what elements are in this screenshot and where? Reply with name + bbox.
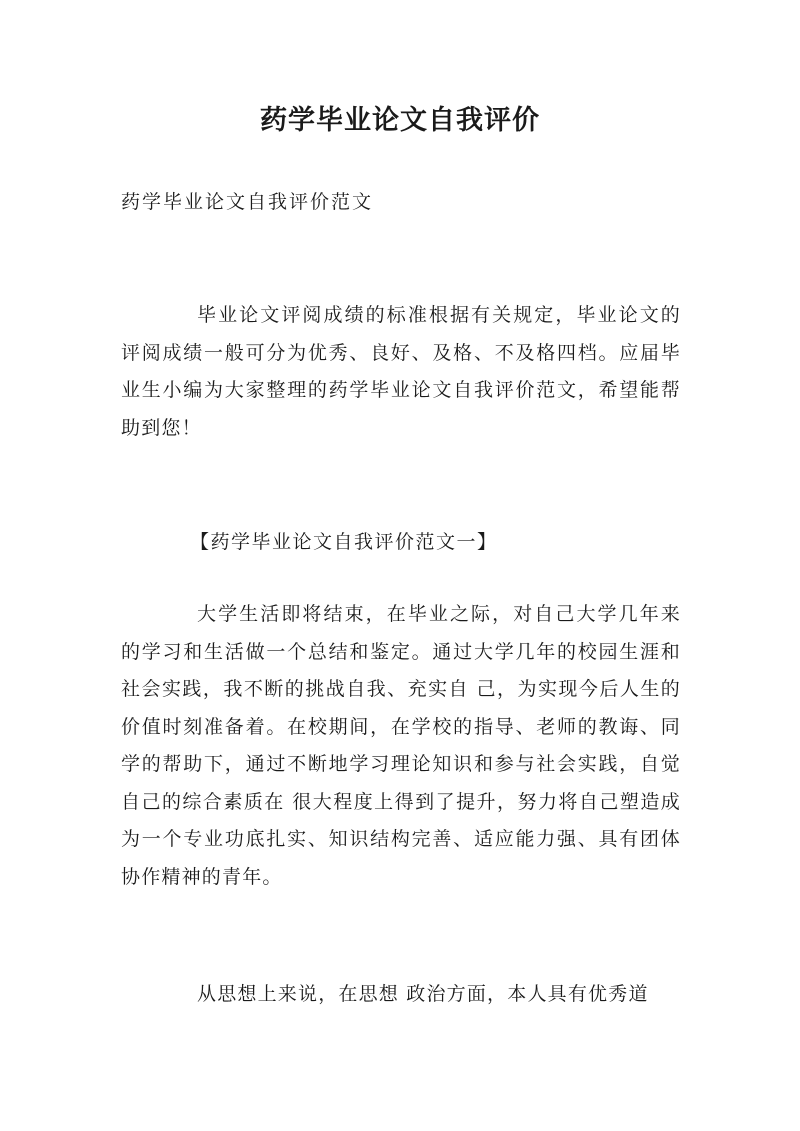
section-heading: 【药学毕业论文自我评价范文一】: [190, 531, 498, 553]
body-paragraph: 大学生活即将结束，在毕业之际，对自己大学几年来的学习和生活做一个总结和鉴定。通过大学几年的校园生涯和社会实践，我不断的挑战自我、充实自 己，为实现今后人生的价值时刻准备着。在校期间，在学校的指导、老师的教诲、同学的帮助下，通过不断地学习理论知识和参与社会实践，自觉自己的综合素质在 很大程度上得到了提升，努力将自己塑造成为一个专业功底扎实、知识结构完善、适应能力强、具有团体协作精神的青年。: [121, 603, 681, 888]
body-paragraph-continued: 从思想上来说，在思想 政治方面，本人具有优秀道: [197, 983, 649, 1005]
document-subtitle: 药学毕业论文自我评价范文: [121, 191, 374, 213]
document-title: 药学毕业论文自我评价: [260, 105, 540, 136]
intro-paragraph: 毕业论文评阅成绩的标准根据有关规定，毕业论文的评阅成绩一般可分为优秀、良好、及格、不及格四档。应届毕业生小编为大家整理的药学毕业论文自我评价范文，希望能帮助到您！: [121, 304, 681, 439]
